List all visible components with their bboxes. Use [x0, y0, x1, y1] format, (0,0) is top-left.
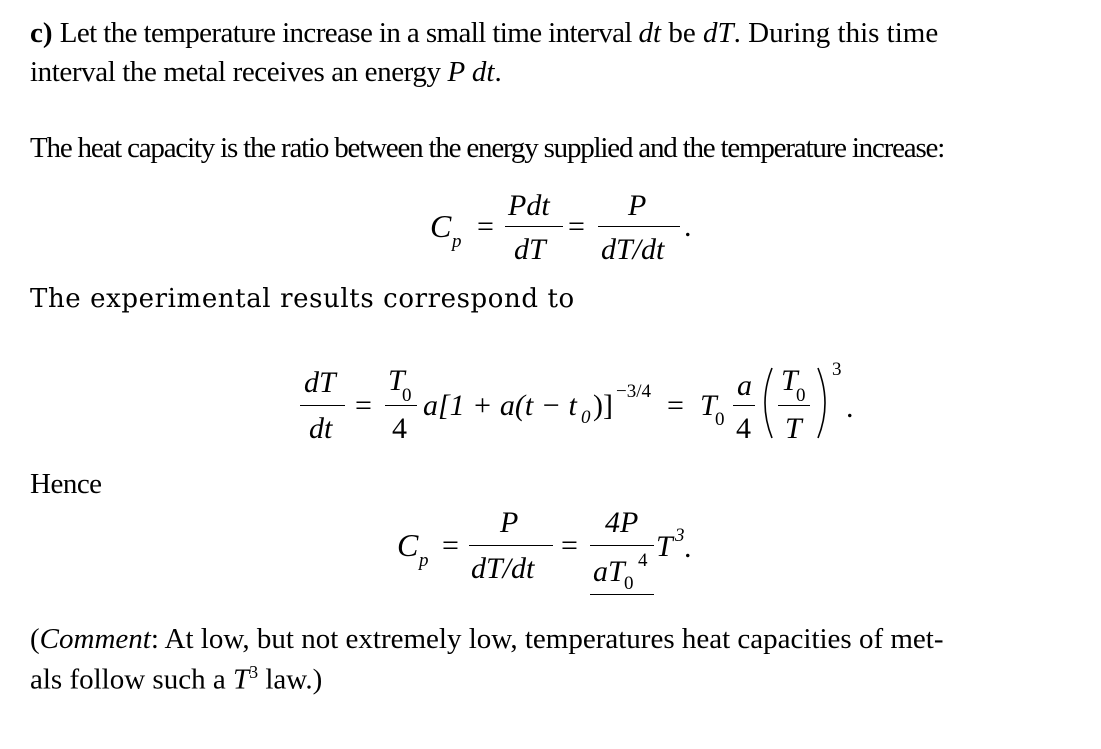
eq1-period: .: [684, 210, 692, 243]
eq1-frac2-bar: [598, 226, 680, 227]
eq2-paren-num-sub: 0: [796, 385, 806, 406]
eq2-period: .: [846, 391, 854, 424]
eq2-equals-1: =: [355, 389, 372, 422]
eq3-frac1-bar: [469, 545, 553, 546]
eq3-underline: [590, 594, 654, 595]
eq3-frac1-den: dT/dt: [471, 552, 535, 585]
eq3-frac1-num: P: [500, 506, 519, 539]
part-label: c): [30, 17, 53, 49]
text-segment: be: [661, 17, 703, 49]
eq2-frac-num-sub: 0: [402, 385, 412, 406]
comment-T: T: [232, 663, 250, 696]
eq3-frac2-den-sup: 4: [638, 550, 648, 571]
eq2-body-b: )]: [593, 389, 613, 422]
comment-exp: 3: [249, 662, 259, 682]
eq3-frac2-den: aT: [593, 555, 625, 588]
eq1-frac1-den: dT: [514, 233, 546, 266]
eq1-equals-2: =: [568, 210, 585, 243]
eq2-frac-den: 4: [392, 412, 407, 445]
eq2-frac-num: T: [388, 364, 405, 397]
eq2-exponent: −3/4: [616, 381, 651, 402]
comment-text: law.): [258, 663, 323, 696]
eq3-equals-1: =: [442, 529, 459, 562]
eq1-frac1-bar: [505, 226, 563, 227]
eq1-sub-p: p: [452, 231, 462, 252]
comment-line-1: [30, 625, 944, 654]
var-dt: dt: [638, 17, 662, 49]
heat-capacity-sentence: The heat capacity is the ratio between the energy supplied and the temperature increase:: [30, 132, 945, 164]
eq2-T0: T: [700, 389, 717, 422]
eq3-equals-2: =: [561, 529, 578, 562]
eq2-frac-bar: [385, 405, 417, 406]
eq3-frac2-num: 4P: [605, 506, 639, 539]
eq2-body-sub: 0: [581, 407, 591, 428]
text-segment: interval the metal receives an energy: [30, 56, 448, 88]
eq2-lhs-num: dT: [304, 366, 336, 399]
text-segment: Let the temperature increase in a small time interval: [59, 17, 639, 49]
eq3-C: C: [397, 527, 419, 563]
var-P-dt: P dt: [447, 56, 495, 88]
eq1-frac2-num: P: [628, 189, 647, 222]
eq3-frac2-den-sub: 0: [624, 573, 634, 594]
comment-word: Comment: [39, 623, 151, 655]
text-segment: . During this time: [733, 17, 939, 49]
comment-text: : At low, but not extremely low, temperatures heat capacities of met-: [150, 623, 944, 655]
eq2-a-num: a: [737, 369, 752, 402]
eq3-period: .: [684, 531, 692, 564]
eq3-tail-T: T: [656, 530, 673, 563]
text-segment: .: [494, 56, 502, 88]
eq1-C: C: [430, 208, 452, 244]
eq1-frac2-den: dT/dt: [601, 233, 665, 266]
eq2-body-a: a[1 + a(t − t: [423, 389, 577, 422]
var-dT: dT: [702, 17, 734, 49]
eq2-a-bar: [733, 405, 755, 406]
eq2-paren-den: T: [785, 412, 802, 445]
hence-label: Hence: [30, 468, 102, 500]
eq2-lhs-bar: [300, 405, 345, 406]
comment-line-2: [30, 663, 322, 695]
eq3-frac2-bar: [590, 545, 654, 546]
eq2-paren-num: T: [781, 364, 798, 397]
eq2-equals-2: =: [667, 389, 684, 422]
eq2-lhs-den: dt: [309, 412, 333, 445]
eq1-frac1-num: Pdt: [508, 189, 550, 222]
part-c-line-2: [30, 58, 502, 87]
eq2-paren-bar: [778, 405, 810, 406]
eq1-equals-1: =: [477, 210, 494, 243]
comment-paren: (: [30, 623, 40, 655]
eq3-sub-p: p: [419, 550, 429, 571]
comment-text: als follow such a: [30, 663, 233, 696]
eq2-a-den: 4: [736, 412, 751, 445]
part-c-line-1: [30, 19, 938, 48]
eq2-T0-sub: 0: [715, 409, 725, 430]
eq3-tail-exp: 3: [675, 525, 685, 546]
eq2-paren-exp: 3: [832, 359, 842, 380]
experimental-sentence: The experimental results correspond to: [30, 284, 575, 314]
